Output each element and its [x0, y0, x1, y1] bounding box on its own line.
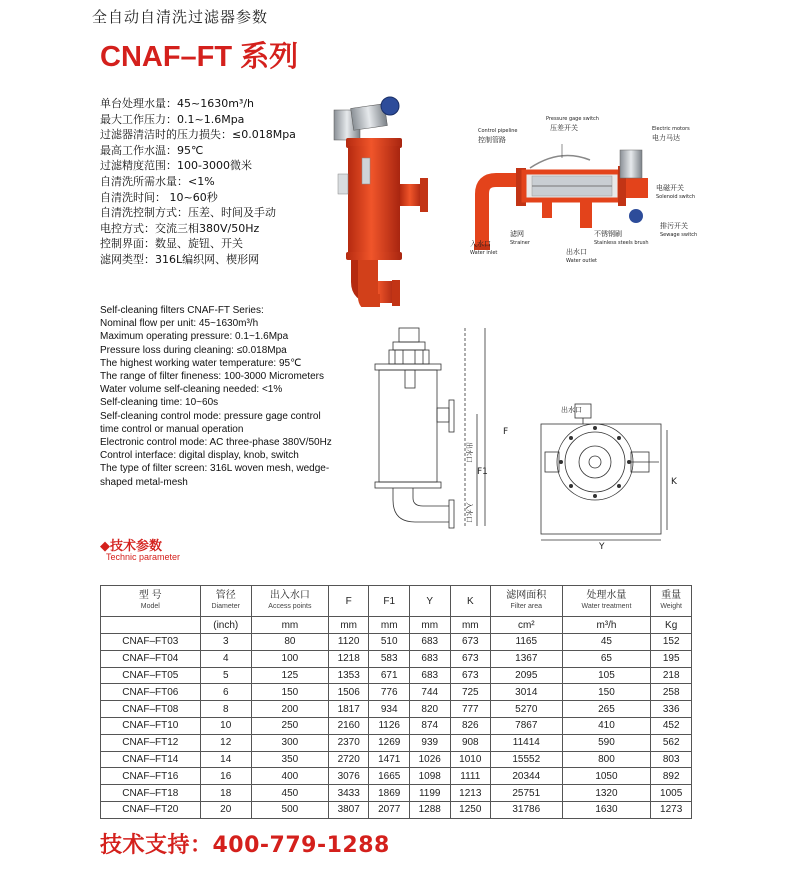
table-cell: 11414 — [491, 734, 562, 751]
table-row — [101, 734, 692, 751]
table-cell: CNAF–FT06 — [101, 684, 201, 701]
drawing-label-f: F — [503, 427, 509, 437]
unit-cell: cm² — [491, 617, 562, 634]
table-cell: 1665 — [369, 768, 410, 785]
unit-cell: m³/h — [562, 617, 651, 634]
table-cell: 1273 — [651, 801, 692, 818]
spec-line-en: time control or manual operation — [100, 423, 244, 435]
table-cell: 820 — [409, 701, 450, 718]
table-row — [101, 650, 692, 667]
column-header — [251, 586, 328, 617]
table-row — [101, 634, 692, 651]
table-body — [101, 634, 692, 819]
column-header — [651, 586, 692, 617]
table-cell: 673 — [450, 650, 491, 667]
table-cell: 892 — [651, 768, 692, 785]
label-sewage-cn: 排污开关 — [660, 222, 688, 230]
table-cell: 725 — [450, 684, 491, 701]
table-cell: CNAF–FT03 — [101, 634, 201, 651]
table-cell: 3807 — [328, 801, 369, 818]
unit-cell: mm — [328, 617, 369, 634]
spec-line-en: Self-cleaning control mode: pressure gage control — [100, 410, 321, 422]
support-hotline: 技术支持：400-779-1288 — [100, 833, 390, 858]
label-outlet-en: Water outlet — [566, 258, 597, 264]
table-cell: CNAF–FT14 — [101, 751, 201, 768]
table-cell: 671 — [369, 667, 410, 684]
spec-line-en: Electronic control mode: AC three-phase 380V/50Hz — [100, 437, 332, 449]
table-cell: 874 — [409, 717, 450, 734]
column-header — [369, 586, 410, 617]
column-header-cn: 重量 — [661, 590, 682, 601]
table-row — [101, 768, 692, 785]
table-cell: 5 — [200, 667, 251, 684]
table-row — [101, 751, 692, 768]
table-cell: 200 — [251, 701, 328, 718]
label-strainer-en: Strainer — [510, 240, 530, 246]
table-cell: 500 — [251, 801, 328, 818]
table-cell: 1165 — [491, 634, 562, 651]
table-header-row — [101, 586, 692, 617]
table-cell: 1213 — [450, 785, 491, 802]
spec-line: 滤网类型：316L编织网、楔形网 — [100, 252, 260, 266]
table-cell: 1010 — [450, 751, 491, 768]
table-cell: 2370 — [328, 734, 369, 751]
label-solenoid-cn: 电磁开关 — [656, 184, 684, 192]
label-sewage-en: Sewage switch — [660, 232, 698, 238]
table-cell: 683 — [409, 634, 450, 651]
table-cell: 908 — [450, 734, 491, 751]
table-cell: 1288 — [409, 801, 450, 818]
tech-section-title: ◆技术参数 — [100, 539, 162, 554]
table-cell: 150 — [251, 684, 328, 701]
unit-cell: mm — [409, 617, 450, 634]
table-cell: 583 — [369, 650, 410, 667]
spec-line: 自清洗所需水量：<1% — [100, 174, 215, 188]
table-cell: 7867 — [491, 717, 562, 734]
unit-cell: Kg — [651, 617, 692, 634]
label-control-pipeline-en: Control pipeline — [478, 128, 518, 134]
unit-cell: mm — [251, 617, 328, 634]
label-solenoid-en: Solenoid switch — [656, 194, 696, 200]
table-cell: 65 — [562, 650, 651, 667]
table-cell: 350 — [251, 751, 328, 768]
table-cell: 2160 — [328, 717, 369, 734]
table-cell: 18 — [200, 785, 251, 802]
table-cell: CNAF–FT08 — [101, 701, 201, 718]
column-header-cn: 处理水量 — [586, 590, 627, 601]
column-header-cn: 管径 — [215, 590, 236, 601]
table-cell: 510 — [369, 634, 410, 651]
column-header-en: Model — [140, 603, 160, 610]
table-cell: 14 — [200, 751, 251, 768]
table-cell: 6 — [200, 684, 251, 701]
label-pressure-switch-cn: 压差开关 — [550, 124, 578, 132]
table-cell: 1111 — [450, 768, 491, 785]
table-cell: 265 — [562, 701, 651, 718]
table-row — [101, 801, 692, 818]
label-strainer-cn: 滤网 — [510, 230, 524, 238]
table-cell: 1250 — [450, 801, 491, 818]
table-cell: 1471 — [369, 751, 410, 768]
table-cell: 1353 — [328, 667, 369, 684]
drawing-label-top-outlet: 出水口 — [561, 406, 582, 414]
table-cell: 8 — [200, 701, 251, 718]
drawing-label-k: K — [671, 477, 677, 487]
table-cell: 15552 — [491, 751, 562, 768]
spec-line-en: Self-cleaning filters CNAF-FT Series: — [100, 305, 264, 316]
spec-line: 过滤器清洁时的压力损失：≤0.018Mpa — [100, 128, 296, 142]
table-cell: 3 — [200, 634, 251, 651]
table-cell: 31786 — [491, 801, 562, 818]
table-cell: 5270 — [491, 701, 562, 718]
spec-line-en: The range of filter fineness: 100-3000 Micrometers — [100, 371, 324, 383]
table-cell: 105 — [562, 667, 651, 684]
table-cell: 683 — [409, 650, 450, 667]
spec-line: 最大工作压力：0.1~1.6Mpa — [100, 112, 245, 126]
table-cell: 1269 — [369, 734, 410, 751]
table-cell: 777 — [450, 701, 491, 718]
table-cell: 1199 — [409, 785, 450, 802]
column-header — [200, 586, 251, 617]
column-header-cn: F1 — [383, 595, 396, 607]
table-cell: 1120 — [328, 634, 369, 651]
label-pressure-switch-en: Pressure gage switch — [546, 116, 599, 122]
table-cell: 1218 — [328, 650, 369, 667]
table-cell: 800 — [562, 751, 651, 768]
table-cell: 2077 — [369, 801, 410, 818]
label-outlet-cn: 出水口 — [566, 248, 587, 256]
column-header-cn: 型 号 — [138, 590, 162, 601]
side-elevation-drawing — [365, 322, 525, 530]
label-motor-en: Electric motors — [652, 126, 690, 132]
table-cell: 250 — [251, 717, 328, 734]
table-cell: 258 — [651, 684, 692, 701]
table-cell: 1126 — [369, 717, 410, 734]
spec-line: 过滤精度范围：100-3000微米 — [100, 159, 252, 173]
label-control-pipeline-cn: 控制管路 — [478, 136, 506, 144]
cutaway-diagram — [470, 108, 710, 268]
table-cell: 1005 — [651, 785, 692, 802]
spec-line: 控制界面：数显、旋钮、开关 — [100, 237, 243, 251]
top-heading: 全自动自清洗过滤器参数 — [92, 8, 269, 26]
table-row — [101, 701, 692, 718]
unit-cell: (inch) — [200, 617, 251, 634]
parameter-table — [100, 585, 692, 819]
table-cell: 10 — [200, 717, 251, 734]
table-cell: 2095 — [491, 667, 562, 684]
table-cell: 300 — [251, 734, 328, 751]
table-units-row — [101, 617, 692, 634]
table-cell: 45 — [562, 634, 651, 651]
label-motor-cn: 电力马达 — [652, 134, 680, 142]
table-cell: 1367 — [491, 650, 562, 667]
spec-line-en: Nominal flow per unit: 45~1630m³/h — [100, 318, 259, 330]
label-brush-cn: 不锈钢刷 — [594, 230, 622, 238]
product-image-vertical-filter — [320, 92, 440, 307]
table-cell: CNAF–FT18 — [101, 785, 201, 802]
table-cell: 1506 — [328, 684, 369, 701]
table-cell: 3433 — [328, 785, 369, 802]
tech-section-title-en: Technic parameter — [106, 552, 181, 562]
table-cell: 410 — [562, 717, 651, 734]
spec-line-en: The highest working water temperature: 95℃ — [100, 357, 302, 369]
table-cell: CNAF–FT05 — [101, 667, 201, 684]
drawing-label-outlet: 出水口 — [465, 442, 473, 463]
table-cell: 776 — [369, 684, 410, 701]
table-cell: 16 — [200, 768, 251, 785]
column-header — [450, 586, 491, 617]
spec-line-en: Self-cleaning time: 10~60s — [100, 397, 219, 409]
table-cell: 683 — [409, 667, 450, 684]
table-cell: CNAF–FT10 — [101, 717, 201, 734]
table-cell: 195 — [651, 650, 692, 667]
table-cell: 3076 — [328, 768, 369, 785]
column-header-cn: K — [466, 595, 474, 607]
column-header — [491, 586, 562, 617]
table-cell: CNAF–FT20 — [101, 801, 201, 818]
table-cell: 673 — [450, 667, 491, 684]
table-cell: 673 — [450, 634, 491, 651]
column-header-en: Weight — [660, 603, 682, 610]
table-row — [101, 717, 692, 734]
label-brush-en: Stainless steels brush — [594, 240, 649, 246]
table-cell: 25751 — [491, 785, 562, 802]
table-cell: 450 — [251, 785, 328, 802]
table-cell: CNAF–FT16 — [101, 768, 201, 785]
table-cell: 20 — [200, 801, 251, 818]
table-cell: 1026 — [409, 751, 450, 768]
table-cell: 100 — [251, 650, 328, 667]
column-header — [409, 586, 450, 617]
table-cell: 4 — [200, 650, 251, 667]
column-header-en: Filter area — [510, 603, 543, 610]
table-row — [101, 785, 692, 802]
table-cell: 1869 — [369, 785, 410, 802]
table-cell: 939 — [409, 734, 450, 751]
table-cell: 1098 — [409, 768, 450, 785]
table-cell: 826 — [450, 717, 491, 734]
series-title: CNAF–FT 系列 — [100, 41, 299, 73]
table-cell: 152 — [651, 634, 692, 651]
table-cell: 1320 — [562, 785, 651, 802]
table-cell: 1050 — [562, 768, 651, 785]
column-header — [562, 586, 651, 617]
drawing-label-y: Y — [599, 542, 605, 550]
column-header-cn: F — [345, 595, 352, 607]
top-view-drawing — [535, 400, 700, 550]
label-inlet-en: Water inlet — [470, 250, 498, 256]
table-cell: 934 — [369, 701, 410, 718]
table-cell: 400 — [251, 768, 328, 785]
spec-line: 自清洗时间： 10~60秒 — [100, 190, 218, 204]
table-cell: 1630 — [562, 801, 651, 818]
label-inlet-cn: 入水口 — [470, 240, 491, 248]
table-cell: CNAF–FT04 — [101, 650, 201, 667]
unit-cell: mm — [450, 617, 491, 634]
table-cell: 803 — [651, 751, 692, 768]
table-cell: 218 — [651, 667, 692, 684]
drawing-label-f1: F1 — [477, 467, 488, 477]
column-header-en: Access points — [268, 603, 312, 610]
unit-cell — [101, 617, 201, 634]
spec-line-en: Pressure loss during cleaning: ≤0.018Mpa — [100, 344, 287, 356]
table-cell: CNAF–FT12 — [101, 734, 201, 751]
spec-line: 电控方式：交流三相380V/50Hz — [100, 221, 260, 235]
column-header-cn: 滤网面积 — [506, 590, 547, 601]
column-header-en: Water treatment — [581, 603, 632, 610]
spec-line: 最高工作水温：95℃ — [100, 143, 204, 157]
drawing-label-inlet: 入水口 — [465, 502, 473, 523]
table-cell: 336 — [651, 701, 692, 718]
table-cell: 1817 — [328, 701, 369, 718]
spec-line-en: shaped metal-mesh — [100, 476, 188, 488]
spec-line-en: The type of filter screen: 316L woven mesh, wedge- — [100, 463, 330, 475]
table-row — [101, 667, 692, 684]
table-cell: 3014 — [491, 684, 562, 701]
unit-cell: mm — [369, 617, 410, 634]
spec-line: 单台处理水量：45~1630m³/h — [100, 97, 255, 110]
table-row — [101, 684, 692, 701]
table-cell: 452 — [651, 717, 692, 734]
table-cell: 562 — [651, 734, 692, 751]
spec-line: 自清洗控制方式：压差、时间及手动 — [100, 206, 276, 220]
table-cell: 12 — [200, 734, 251, 751]
column-header — [101, 586, 201, 617]
column-header-en: Diameter — [211, 603, 240, 610]
table-cell: 125 — [251, 667, 328, 684]
column-header-cn: Y — [426, 595, 434, 607]
spec-line-en: Control interface: digital display, knob, switch — [100, 450, 299, 462]
column-header-cn: 出入水口 — [269, 590, 310, 601]
table-cell: 80 — [251, 634, 328, 651]
table-cell: 590 — [562, 734, 651, 751]
table-cell: 150 — [562, 684, 651, 701]
spec-line-en: Water volume self-cleaning needed: <1% — [100, 384, 283, 396]
spec-list-cn — [100, 96, 296, 268]
spec-line-en: Maximum operating pressure: 0.1~1.6Mpa — [100, 331, 289, 343]
spec-list-en — [100, 304, 332, 489]
table-cell: 744 — [409, 684, 450, 701]
table-cell: 20344 — [491, 768, 562, 785]
column-header — [328, 586, 369, 617]
table-cell: 2720 — [328, 751, 369, 768]
